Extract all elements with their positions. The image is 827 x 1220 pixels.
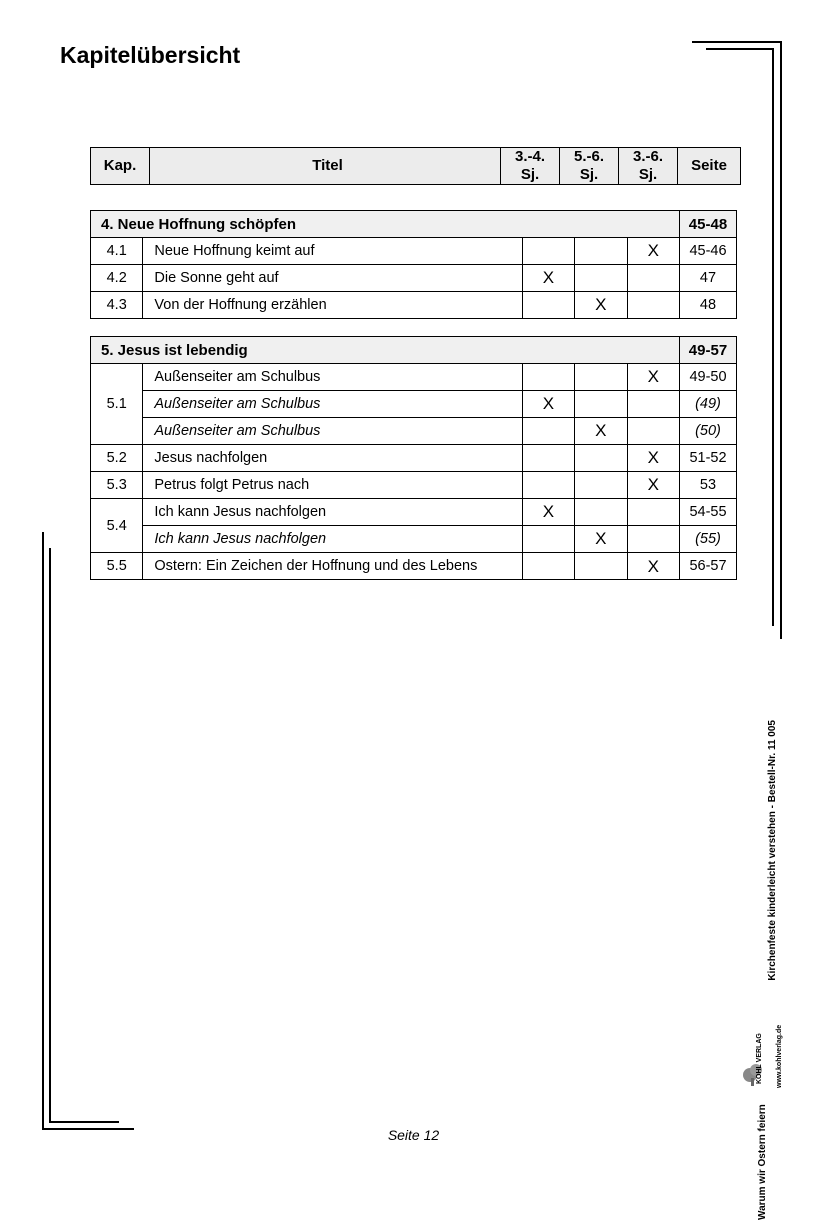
row-sj34 (522, 526, 574, 553)
row-kap: 4.3 (91, 292, 143, 319)
table-row (91, 445, 737, 472)
row-sj36 (627, 499, 679, 526)
row-sj56 (575, 445, 627, 472)
frame-right-outer (780, 41, 782, 639)
publisher-name: KOHL VERLAG (756, 1033, 763, 1084)
toc-header-table (90, 147, 741, 185)
section-title: 4. Neue Hoffnung schöpfen (91, 211, 680, 238)
row-sj36: X (627, 238, 679, 265)
section-title: 5. Jesus ist lebendig (91, 337, 680, 364)
col-header-sj36: 3.-6. Sj. (619, 148, 678, 185)
row-sj36 (627, 265, 679, 292)
header-row (91, 148, 741, 185)
row-seite: (55) (679, 526, 736, 553)
row-sj34 (522, 553, 574, 580)
row-sj56 (575, 499, 627, 526)
row-sj34 (522, 292, 574, 319)
row-sj34: X (522, 391, 574, 418)
row-sj34 (522, 445, 574, 472)
side-imprint (766, 720, 779, 1020)
row-titel: Außenseiter am Schulbus (143, 391, 522, 418)
row-sj56: X (575, 292, 627, 319)
row-seite: 54-55 (679, 499, 736, 526)
row-sj36: X (627, 364, 679, 391)
row-kap: 5.2 (91, 445, 143, 472)
row-kap: 5.4 (91, 499, 143, 553)
table-row (91, 418, 737, 445)
col-header-sj56: 5.-6. Sj. (560, 148, 619, 185)
row-titel: Von der Hoffnung erzählen (143, 292, 522, 319)
table-row (91, 292, 737, 319)
frame-top-right-inner (706, 48, 774, 50)
row-sj56: X (575, 418, 627, 445)
row-seite: 48 (679, 292, 736, 319)
row-sj34: X (522, 499, 574, 526)
row-sj34 (522, 364, 574, 391)
row-titel: Neue Hoffnung keimt auf (143, 238, 522, 265)
row-sj36: X (627, 445, 679, 472)
frame-left-inner (49, 548, 51, 1123)
col-header-sj34: 3.-4. Sj. (501, 148, 560, 185)
row-seite: 51-52 (679, 445, 736, 472)
row-sj56 (575, 265, 627, 292)
row-kap: 5.5 (91, 553, 143, 580)
table-row (91, 364, 737, 391)
frame-right-inner (772, 48, 774, 626)
frame-bottom-left-inner (49, 1121, 119, 1123)
row-sj56: X (575, 526, 627, 553)
row-kap: 4.2 (91, 265, 143, 292)
row-sj56 (575, 238, 627, 265)
table-row (91, 526, 737, 553)
section-5-table (90, 336, 737, 580)
frame-top-right-outer (692, 41, 782, 43)
publisher-website: www.kohlverlag.de (776, 1024, 783, 1088)
row-sj34 (522, 472, 574, 499)
section-pages: 45-48 (679, 211, 736, 238)
frame-left-outer (42, 532, 44, 1130)
row-sj34: X (522, 265, 574, 292)
row-sj34 (522, 238, 574, 265)
row-kap: 5.3 (91, 472, 143, 499)
row-seite: 49-50 (679, 364, 736, 391)
row-titel: Petrus folgt Petrus nach (143, 472, 522, 499)
table-row (91, 553, 737, 580)
row-sj56 (575, 391, 627, 418)
side-line-1: Warum wir Ostern feiern (757, 1104, 768, 1220)
row-seite: 56-57 (679, 553, 736, 580)
col-header-titel: Titel (150, 148, 501, 185)
row-seite: 47 (679, 265, 736, 292)
col-header-kap: Kap. (91, 148, 150, 185)
row-titel: Ich kann Jesus nachfolgen (143, 526, 522, 553)
publisher-logo (740, 1020, 783, 1090)
table-row (91, 499, 737, 526)
row-kap: 4.1 (91, 238, 143, 265)
col-header-seite: Seite (678, 148, 741, 185)
row-sj36 (627, 292, 679, 319)
side-line-2: Kirchenfeste kinderleicht verstehen - Bestell-Nr. 11 005 (767, 720, 778, 981)
row-titel: Ich kann Jesus nachfolgen (143, 499, 522, 526)
row-sj56 (575, 472, 627, 499)
table-row (91, 238, 737, 265)
row-titel: Jesus nachfolgen (143, 445, 522, 472)
table-row (91, 265, 737, 292)
section-pages: 49-57 (679, 337, 736, 364)
row-sj34 (522, 418, 574, 445)
row-seite: 45-46 (679, 238, 736, 265)
row-seite: (50) (679, 418, 736, 445)
row-seite: (49) (679, 391, 736, 418)
section-header-row (91, 337, 737, 364)
row-sj36 (627, 418, 679, 445)
page-title: Kapitelübersicht (60, 42, 241, 68)
row-sj36: X (627, 472, 679, 499)
row-titel: Die Sonne geht auf (143, 265, 522, 292)
row-sj36: X (627, 553, 679, 580)
section-header-row (91, 211, 737, 238)
row-seite: 53 (679, 472, 736, 499)
row-titel: Außenseiter am Schulbus (143, 364, 522, 391)
row-sj36 (627, 526, 679, 553)
row-sj56 (575, 364, 627, 391)
page-number: Seite 12 (387, 1127, 440, 1143)
row-titel: Ostern: Ein Zeichen der Hoffnung und des Lebens (143, 553, 522, 580)
section-4-table (90, 210, 737, 319)
row-sj36 (627, 391, 679, 418)
table-row (91, 391, 737, 418)
row-kap: 5.1 (91, 364, 143, 445)
table-row (91, 472, 737, 499)
row-sj56 (575, 553, 627, 580)
row-titel: Außenseiter am Schulbus (143, 418, 522, 445)
